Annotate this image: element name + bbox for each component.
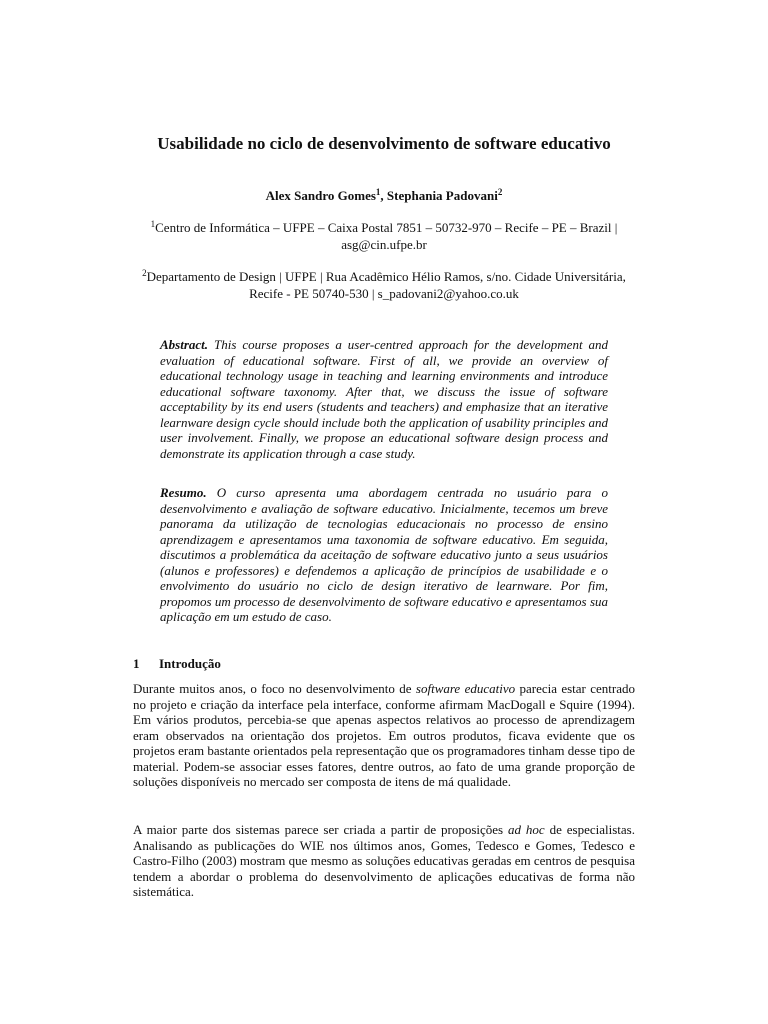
resumo-text: O curso apresenta uma abordagem centrada no usuário para o desenvolvimento e avaliação de software educativo. Inicialmente, tecemos um breve panorama da utilização de tecnologias educacionais no processo de ensino aprendizagem e apresentamos uma taxonomia de software educativo. Em seguida, discutimos a problemática da aceitação de software educativo junto a seus usuários (alunos e professores) e defendemos a aplicação de princípios de usabilidade e o envolvimento do usuário no ciclo de design iterativo de learnware. Por fim, propomos um processo de desenvolvimento de software educativo e apresentamos sua aplicação em um estudo de caso.: [160, 485, 609, 624]
affiliation-text: Departamento de Design | UFPE | Rua Acadêmico Hélio Ramos, s/no. Cidade Universitária, Recife - PE 50740-530 | s_padovani2@yahoo.co.uk: [146, 269, 626, 301]
section-title-text: Introdução: [159, 656, 221, 671]
paragraph-text: parecia estar centrado no projeto e criação da interface pela interface, conforme afirmam MacDogall e Squire (1994). Em vários produtos, percebia-se que apenas aspectos relativos ao processo de aprendizagem eram observados na orientação dos projetos. Em outros produtos, ficava evidente que os projetos eram bastante orientados pela representação que os programadores tinham desse tipo de material. Podem-se associar esses fatores, dentre outros, ao fato de uma grande proporção de soluções disponíveis no mercado ser composta de itens de má qualidade.: [133, 681, 635, 789]
body-paragraph: [133, 681, 635, 790]
paragraph-emphasis: ad hoc: [508, 822, 545, 837]
paragraph-emphasis: software educativo: [415, 681, 516, 696]
paragraph-text: A maior parte dos sistemas parece ser criada a partir de proposições: [133, 822, 509, 837]
affiliation-1: [140, 219, 628, 253]
section-number: 1: [133, 656, 140, 671]
paragraph-text: de especialistas. Analisando as publicações do WIE nos últimos anos, Gomes, Tedesco e Gomes, Tedesco e Castro-Filho (2003) mostram que mesmo as soluções educativas geradas em centros de pesquisa tendem a abordar o problema do desenvolvimento de aplicações educativas de forma não sistemática.: [133, 822, 635, 899]
author-line: [140, 188, 628, 204]
abstract-english: [160, 337, 608, 461]
paragraph-text: Durante muitos anos, o foco no desenvolvimento de: [133, 681, 416, 696]
affiliation-2: [140, 268, 628, 302]
section-heading: [133, 656, 221, 672]
author-name: Alex Sandro Gomes: [265, 188, 376, 203]
author-affiliation-mark: 2: [497, 187, 503, 197]
abstract-text: This course proposes a user-centred approach for the development and evaluation of educational software. First of all, we provide an overview of educational technology usage in teaching and learning environments and introduce educational software taxonomy. After that, we discuss the issue of software acceptability by its end users (students and teachers) and emphasize that an iterative learnware design cycle should include both the application of usability principles and user involvement. Finally, we propose an educational software design process and demonstrate its application through a case study.: [160, 337, 608, 461]
resumo-label: Resumo.: [160, 485, 207, 500]
author-name: Stephania Padovani: [386, 188, 498, 203]
affiliation-mark: 1: [150, 219, 156, 229]
abstract-label: Abstract.: [160, 337, 209, 352]
author-separator: ,: [380, 188, 387, 203]
affiliation-mark: 2: [142, 268, 147, 278]
affiliation-text: Centro de Informática – UFPE – Caixa Postal 7851 – 50732-970 – Recife – PE – Brazil | asg@cin.ufpe.br: [155, 220, 618, 252]
author-affiliation-mark: 1: [375, 187, 381, 197]
paper-title: Usabilidade no ciclo de desenvolvimento de software educativo: [157, 134, 611, 153]
abstract-portuguese: [160, 485, 608, 625]
body-paragraph: [133, 822, 635, 900]
